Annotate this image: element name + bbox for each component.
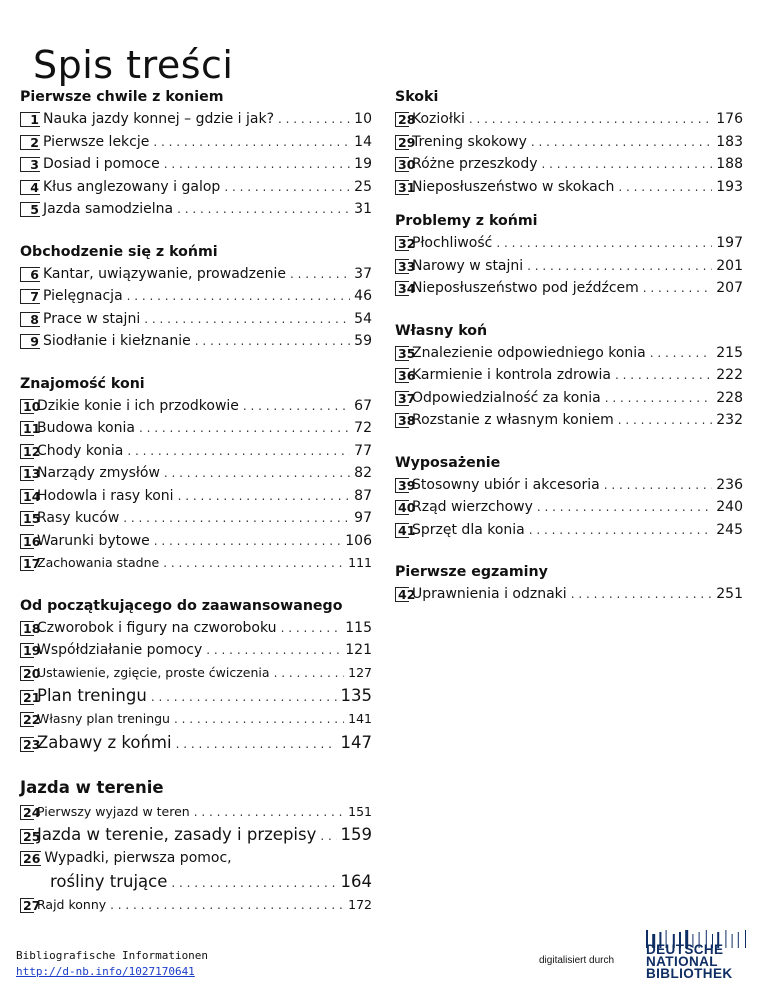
dot-leader xyxy=(618,409,713,432)
dot-leader xyxy=(154,530,342,553)
toc-entry[interactable] xyxy=(395,342,743,365)
page-number: 97 xyxy=(354,510,372,526)
page-number: 232 xyxy=(716,412,743,428)
toc-entry[interactable] xyxy=(20,801,372,824)
chapter-title: Trening skokowy xyxy=(412,133,527,150)
chapter-number: 30 xyxy=(395,157,409,172)
chapter-title: Rozstanie z własnym koniem xyxy=(412,412,614,428)
toc-entry[interactable] xyxy=(20,108,372,131)
section-heading: Pierwsze chwile z koniem xyxy=(20,89,224,105)
dot-leader xyxy=(537,496,712,519)
chapter-number: 15 xyxy=(20,511,34,526)
section-heading: Skoki xyxy=(395,89,439,105)
chapter-number: 6 xyxy=(20,267,40,282)
toc-entry[interactable] xyxy=(395,232,743,255)
toc-entry[interactable] xyxy=(20,507,372,530)
chapter-number: 19 xyxy=(20,643,34,658)
bibliographic-info-link[interactable]: http://d-nb.info/1027170641 xyxy=(16,965,195,978)
chapter-title: Dzikie konie i ich przodkowie xyxy=(37,397,239,414)
chapter-number: 26 xyxy=(20,851,41,866)
page-number: 14 xyxy=(354,133,372,150)
toc-entry[interactable] xyxy=(20,617,372,640)
chapter-title: Jazda w terenie, zasady i przepisy xyxy=(37,825,317,844)
toc-left-column xyxy=(20,86,372,916)
chapter-number: 40 xyxy=(395,500,409,515)
page-number: 67 xyxy=(354,397,372,414)
toc-entry[interactable] xyxy=(20,639,372,662)
dot-leader xyxy=(171,871,336,895)
toc-entry[interactable] xyxy=(395,255,743,278)
dot-leader xyxy=(224,176,350,199)
chapter-title: Nieposłuszeństwo w skokach xyxy=(412,178,615,195)
chapter-title: Różne przeszkody xyxy=(412,156,538,172)
chapter-number: 34 xyxy=(395,281,409,296)
chapter-title: Plan treningu xyxy=(37,686,147,705)
dot-leader xyxy=(320,824,336,848)
chapter-title: Nieposłuszeństwo pod jeźdźcem xyxy=(412,280,639,296)
page-number: 215 xyxy=(716,344,743,361)
chapter-title: Stosowny ubiór i akcesoria xyxy=(412,476,600,493)
dot-leader xyxy=(194,801,344,824)
chapter-number: 42 xyxy=(395,587,409,602)
chapter-number: 13 xyxy=(20,466,34,481)
toc-entry-continuation[interactable] xyxy=(20,870,372,894)
chapter-title: Wypadki, pierwsza pomoc, xyxy=(44,850,232,866)
toc-entry[interactable] xyxy=(395,519,743,542)
chapter-title: Płochliwość xyxy=(412,235,493,251)
page-number: 25 xyxy=(354,178,372,195)
toc-section xyxy=(395,561,743,606)
page-number: 19 xyxy=(354,156,372,172)
page-number: 54 xyxy=(354,310,372,327)
chapter-title: Hodowla i rasy koni xyxy=(37,487,174,504)
toc-entry[interactable] xyxy=(20,662,372,685)
dot-leader xyxy=(281,617,342,640)
chapter-title: Pierwsze lekcje xyxy=(43,133,150,150)
dot-leader xyxy=(604,474,713,497)
toc-entry[interactable] xyxy=(20,285,372,308)
chapter-title: Zabawy z końmi xyxy=(37,732,172,752)
toc-entry[interactable] xyxy=(20,823,372,847)
chapter-number: 4 xyxy=(20,180,40,195)
chapter-number: 31 xyxy=(395,180,409,195)
dot-leader xyxy=(290,263,350,286)
chapter-title: Budowa konia xyxy=(37,420,135,436)
toc-entry[interactable] xyxy=(20,395,372,418)
toc-entry[interactable] xyxy=(395,131,743,154)
toc-entry[interactable] xyxy=(395,108,743,131)
chapter-number: 22 xyxy=(20,712,34,727)
page-number: 141 xyxy=(348,711,372,726)
chapter-title: Nauka jazdy konnej – gdzie i jak? xyxy=(43,111,274,127)
dot-leader xyxy=(139,417,350,440)
chapter-number: 24 xyxy=(20,805,34,820)
page-number: 37 xyxy=(354,265,372,282)
chapter-number: 16 xyxy=(20,534,34,549)
chapter-title: Chody konia xyxy=(37,442,124,459)
toc-entry[interactable] xyxy=(395,583,743,606)
page-number: 147 xyxy=(340,732,372,752)
chapter-title: Rząd wierzchowy xyxy=(412,499,533,515)
chapter-number: 39 xyxy=(395,478,409,493)
page-number: 31 xyxy=(354,201,372,217)
chapter-title: Kłus anglezowany i galop xyxy=(43,178,221,195)
chapter-title: Dosiad i pomoce xyxy=(43,156,160,172)
dot-leader xyxy=(195,330,350,353)
bibliographic-info xyxy=(16,948,208,980)
toc-entry[interactable] xyxy=(20,684,372,708)
toc-section xyxy=(395,210,743,300)
dot-leader xyxy=(243,395,350,418)
dot-leader xyxy=(127,285,351,308)
toc-section xyxy=(20,373,372,575)
toc-entry[interactable] xyxy=(395,153,743,176)
chapter-title: Koziołki xyxy=(412,111,465,127)
chapter-number: 33 xyxy=(395,259,409,274)
dnb-logo-line: BIBLIOTHEK xyxy=(646,966,733,981)
page-number: 183 xyxy=(716,133,743,150)
page-number: 164 xyxy=(340,871,372,891)
section-heading: Problemy z końmi xyxy=(395,213,538,229)
chapter-number: 27 xyxy=(20,898,34,913)
toc-entry[interactable] xyxy=(20,153,372,176)
chapter-title: Znalezienie odpowiedniego konia xyxy=(412,344,646,361)
toc-entry[interactable] xyxy=(395,387,743,410)
toc-section xyxy=(395,452,743,542)
chapter-number: 7 xyxy=(20,289,40,304)
chapter-number: 17 xyxy=(20,556,34,571)
dot-leader xyxy=(274,662,345,685)
page-number: 121 xyxy=(345,642,372,658)
chapter-title: Pielęgnacja xyxy=(43,288,123,304)
chapter-title: Ustawienie, zgięcie, proste ćwiczenia xyxy=(37,664,270,680)
chapter-title: Czworobok i figury na czworoboku xyxy=(37,619,277,636)
chapter-title: Kantar, uwiązywanie, prowadzenie xyxy=(43,265,286,282)
toc-entry[interactable] xyxy=(20,552,372,575)
chapter-number: 12 xyxy=(20,444,34,459)
dot-leader xyxy=(163,552,344,575)
dot-leader xyxy=(615,364,712,387)
page-number: 197 xyxy=(716,235,743,251)
dnb-credit xyxy=(539,930,761,984)
chapter-title: Współdziałanie pomocy xyxy=(37,642,203,658)
dot-leader xyxy=(278,108,350,131)
page-title: Spis treści xyxy=(33,43,234,88)
dot-leader xyxy=(469,108,712,131)
dot-leader xyxy=(618,176,712,199)
page-number: 240 xyxy=(716,499,743,515)
page-number: 251 xyxy=(716,586,743,602)
chapter-title: Narządy zmysłów xyxy=(37,465,160,481)
toc-entry[interactable] xyxy=(20,847,372,870)
chapter-number: 10 xyxy=(20,399,34,414)
toc-entry[interactable] xyxy=(20,198,372,221)
dot-leader xyxy=(650,342,713,365)
page-number: 151 xyxy=(348,803,372,819)
page-number: 236 xyxy=(716,476,743,493)
chapter-title: Siodłanie i kiełznanie xyxy=(43,333,191,349)
toc-entry[interactable] xyxy=(20,440,372,463)
chapter-title: Zachowania stadne xyxy=(37,555,160,570)
toc-section xyxy=(20,595,372,755)
chapter-number: 41 xyxy=(395,523,409,538)
page-number: 115 xyxy=(345,619,372,636)
chapter-number: 2 xyxy=(20,135,40,150)
dnb-logo xyxy=(646,930,760,984)
page-number: 82 xyxy=(354,465,372,481)
page-number: 222 xyxy=(716,367,743,383)
page-number: 188 xyxy=(716,156,743,172)
chapter-number: 3 xyxy=(20,157,40,172)
page-number: 46 xyxy=(354,288,372,304)
toc-section xyxy=(20,241,372,353)
dot-leader xyxy=(605,387,713,410)
toc-section xyxy=(20,86,372,221)
section-heading: Obchodzenie się z końmi xyxy=(20,243,218,260)
chapter-title: Pierwszy wyjazd w teren xyxy=(37,803,190,819)
toc-entry[interactable] xyxy=(395,409,743,432)
toc-right-column xyxy=(395,86,743,606)
chapter-number: 38 xyxy=(395,413,409,428)
page-number: 172 xyxy=(348,896,372,912)
toc-entry[interactable] xyxy=(20,485,372,508)
chapter-title: Jazda samodzielna xyxy=(43,201,174,217)
toc-entry[interactable] xyxy=(20,417,372,440)
section-heading: Jazda w terenie xyxy=(20,777,164,797)
chapter-title: Prace w stajni xyxy=(43,310,141,327)
dot-leader xyxy=(529,519,713,542)
dot-leader xyxy=(531,131,712,154)
dnb-logo-line: NATIONAL xyxy=(646,954,718,969)
dot-leader xyxy=(174,708,344,731)
dot-leader xyxy=(177,198,350,221)
dot-leader xyxy=(496,232,712,255)
toc-entry[interactable] xyxy=(20,530,372,553)
chapter-number: 1 xyxy=(20,112,40,127)
chapter-number: 20 xyxy=(20,666,34,681)
chapter-number: 28 xyxy=(395,112,409,127)
dot-leader xyxy=(206,639,341,662)
chapter-title: Warunki bytowe xyxy=(37,532,150,549)
chapter-number: 11 xyxy=(20,421,34,436)
dot-leader xyxy=(164,462,350,485)
dnb-logo-line: DEUTSCHE xyxy=(646,942,724,957)
chapter-number: 36 xyxy=(395,368,409,383)
toc-entry[interactable] xyxy=(20,263,372,286)
toc-section xyxy=(395,86,743,198)
chapter-number: 9 xyxy=(20,334,40,349)
chapter-number: 14 xyxy=(20,489,34,504)
toc-entry[interactable] xyxy=(20,708,372,731)
page-number: 207 xyxy=(716,280,743,296)
dot-leader xyxy=(123,507,350,530)
toc-entry[interactable] xyxy=(20,731,372,755)
page-number: 193 xyxy=(716,178,743,195)
toc-section xyxy=(395,320,743,432)
toc-entry[interactable] xyxy=(395,364,743,387)
toc-entry[interactable] xyxy=(395,474,743,497)
toc-entry[interactable] xyxy=(20,894,372,917)
chapter-title: Narowy w stajni xyxy=(412,257,524,274)
toc-entry[interactable] xyxy=(395,496,743,519)
chapter-number: 8 xyxy=(20,312,40,327)
toc-entry[interactable] xyxy=(20,308,372,331)
page-number: 106 xyxy=(345,532,372,549)
section-heading: Wyposażenie xyxy=(395,454,501,471)
page-number: 245 xyxy=(716,521,743,538)
chapter-number: 25 xyxy=(20,829,34,844)
page-number: 201 xyxy=(716,257,743,274)
chapter-title: Własny plan treningu xyxy=(37,711,170,726)
dot-leader xyxy=(151,685,337,709)
page-number: 127 xyxy=(348,664,372,680)
toc-entry[interactable] xyxy=(20,330,372,353)
bibliographic-info-label: Bibliografische Informationen xyxy=(16,949,209,962)
page-number: 176 xyxy=(716,111,743,127)
dot-leader xyxy=(127,440,350,463)
section-heading: Własny koń xyxy=(395,322,488,339)
chapter-title: Uprawnienia i odznaki xyxy=(412,586,567,602)
toc-entry[interactable] xyxy=(395,176,743,199)
page-number: 87 xyxy=(354,487,372,504)
dot-leader xyxy=(542,153,713,176)
page-number: 59 xyxy=(354,333,372,349)
dot-leader xyxy=(643,277,712,300)
chapter-number: 18 xyxy=(20,621,34,636)
page-number: 111 xyxy=(348,555,372,570)
chapter-number: 37 xyxy=(395,391,409,406)
chapter-number: 21 xyxy=(20,690,34,705)
dot-leader xyxy=(178,485,351,508)
dot-leader xyxy=(153,131,350,154)
dot-leader xyxy=(144,308,350,331)
chapter-title: Rasy kuców xyxy=(37,510,120,526)
page-number: 228 xyxy=(716,389,743,406)
toc-entry[interactable] xyxy=(20,131,372,154)
section-heading: Od początkującego do zaawansowanego xyxy=(20,597,343,614)
toc-section xyxy=(20,775,372,917)
dot-leader xyxy=(527,255,712,278)
chapter-number: 5 xyxy=(20,202,40,217)
chapter-number: 35 xyxy=(395,346,409,361)
chapter-title: Sprzęt dla konia xyxy=(412,521,525,538)
chapter-title: Karmienie i kontrola zdrowia xyxy=(412,367,611,383)
chapter-number: 23 xyxy=(20,737,34,752)
digitalized-by-label: digitalisiert durch xyxy=(539,955,615,966)
page-number: 10 xyxy=(354,111,372,127)
page-number: 72 xyxy=(354,420,372,436)
chapter-number: 32 xyxy=(395,236,409,251)
section-heading: Pierwsze egzaminy xyxy=(395,564,548,580)
page-number: 77 xyxy=(354,442,372,459)
page-number: 135 xyxy=(340,686,372,705)
chapter-number: 29 xyxy=(395,135,409,150)
chapter-title-continuation: rośliny trujące xyxy=(50,871,168,891)
dot-leader xyxy=(164,153,350,176)
toc-entry[interactable] xyxy=(20,176,372,199)
dot-leader xyxy=(110,894,344,917)
dot-leader xyxy=(176,732,337,756)
chapter-title: Rajd konny xyxy=(37,896,107,912)
section-heading: Znajomość koni xyxy=(20,375,145,392)
toc-entry[interactable] xyxy=(20,462,372,485)
dot-leader xyxy=(571,583,713,606)
chapter-title: Odpowiedzialność za konia xyxy=(412,389,601,406)
page-number: 159 xyxy=(340,825,372,844)
toc-entry[interactable] xyxy=(395,277,743,300)
